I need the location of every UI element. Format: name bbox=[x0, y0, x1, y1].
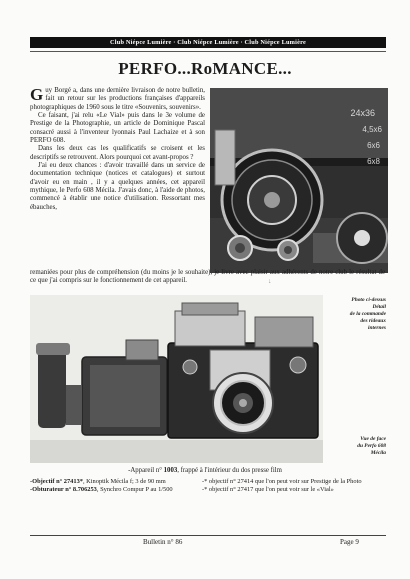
first-paragraph-text: uy Borgé a, dans une dernière livraison de notre bulletin, fait un retour sur les productions françaises d'appareils photographiques de 1960 sous le titre «Souvenirs, souvenirs». bbox=[30, 87, 205, 111]
spec-label: -Obturateur n° 8.706253 bbox=[30, 486, 97, 494]
article-title: PERFO...RoMANCE... bbox=[118, 59, 292, 78]
caption-line: de la commande bbox=[349, 311, 386, 317]
page-number: Page 9 bbox=[340, 538, 359, 546]
caption-line: du Perfo 608 bbox=[357, 443, 386, 449]
camera-serial-rest: , frappé à l'intérieur du dos presse film bbox=[177, 467, 282, 474]
footer-rule bbox=[30, 535, 386, 536]
spec-row bbox=[30, 486, 390, 494]
camera-front-photo bbox=[30, 295, 323, 463]
club-header-text: Club Niépce Lumière · Club Niépce Lumière · Club Niépce Lumière bbox=[110, 39, 306, 46]
spec-note: -* objectif n° 27414 que l'on peut voir sur Prestige de la Photo bbox=[202, 478, 362, 485]
spec-label: -Objectif n° 27413* bbox=[30, 478, 83, 485]
pencil-mark: ↓ bbox=[268, 277, 272, 285]
camera-serial-number: 1003 bbox=[163, 467, 178, 474]
spec-row bbox=[30, 478, 390, 486]
paragraph: Ce faisant, j'ai relu «Le Vial» puis dans le 3e volume de Prestige de la Photographie, un article de Dominique Pascal consacré aussi à l'inventeur lyonnais Paul Lachaize et à son PERFO 608. bbox=[30, 112, 205, 145]
caption-line: des rideaux bbox=[360, 318, 386, 324]
dial-label-645: 4,5x6 bbox=[362, 125, 382, 134]
dial-label-68: 6x8 bbox=[367, 157, 380, 166]
camera-specs bbox=[30, 478, 390, 494]
caption-line: internes bbox=[368, 325, 386, 331]
spec-note: -* objectif n° 27417 que l'on peut voir sur le «Vial» bbox=[202, 486, 334, 494]
shutter-detail-illustration bbox=[210, 88, 388, 273]
spec-value: , Kinoptik Mécila f; 3 de 90 mm bbox=[82, 478, 166, 485]
paragraph: J'ai eu deux chances : d'avoir travaillé dans un service de documentation technique (notices et catalogues) et surtout d'avoir eu en main , il y a quelques années, cet appareil mythique, le Perfo 608 Mécila. J'avais donc, à l'aide de photos, commencé à établir une notice d'utilisation. Ressortant mes ébauches, bbox=[30, 162, 205, 211]
drop-cap: G bbox=[30, 85, 44, 104]
first-paragraph bbox=[30, 87, 205, 112]
camera-serial-prefix: -Appareil n° bbox=[128, 467, 162, 474]
paragraph: Dans les deux cas les qualificatifs se croisent et les descriptifs se retrouvent. Alors pourquoi cet avant-propos ? bbox=[30, 145, 205, 161]
paragraph-continuation: remaniées pour plus de compréhension (du moins je le souhaite), je livre avec plaisir aux adhérents de notre club le résultat de ce que j'ai compris sur le fonctionnement de cet appareil. bbox=[30, 269, 385, 285]
caption-curtain-detail bbox=[326, 297, 386, 332]
spec-value: , Synchro Compur P au 1/500 bbox=[96, 486, 173, 494]
shutter-curtain-detail-photo bbox=[210, 88, 388, 273]
article-body-column bbox=[30, 87, 205, 212]
camera-illustration bbox=[30, 295, 323, 463]
caption-line: Photo ci-dessus bbox=[351, 297, 386, 303]
dial-label-main: 24x36 bbox=[350, 108, 375, 118]
caption-line: Détail bbox=[372, 304, 386, 310]
caption-line: Mécila bbox=[370, 450, 386, 456]
bulletin-number: Bulletin n° 86 bbox=[143, 538, 183, 546]
header-rule bbox=[30, 51, 386, 52]
club-header-band bbox=[30, 37, 386, 48]
camera-serial-line bbox=[0, 467, 410, 474]
caption-line: Vue de face bbox=[360, 436, 386, 442]
caption-front-view bbox=[326, 436, 386, 457]
dial-label-66: 6x6 bbox=[367, 141, 380, 150]
